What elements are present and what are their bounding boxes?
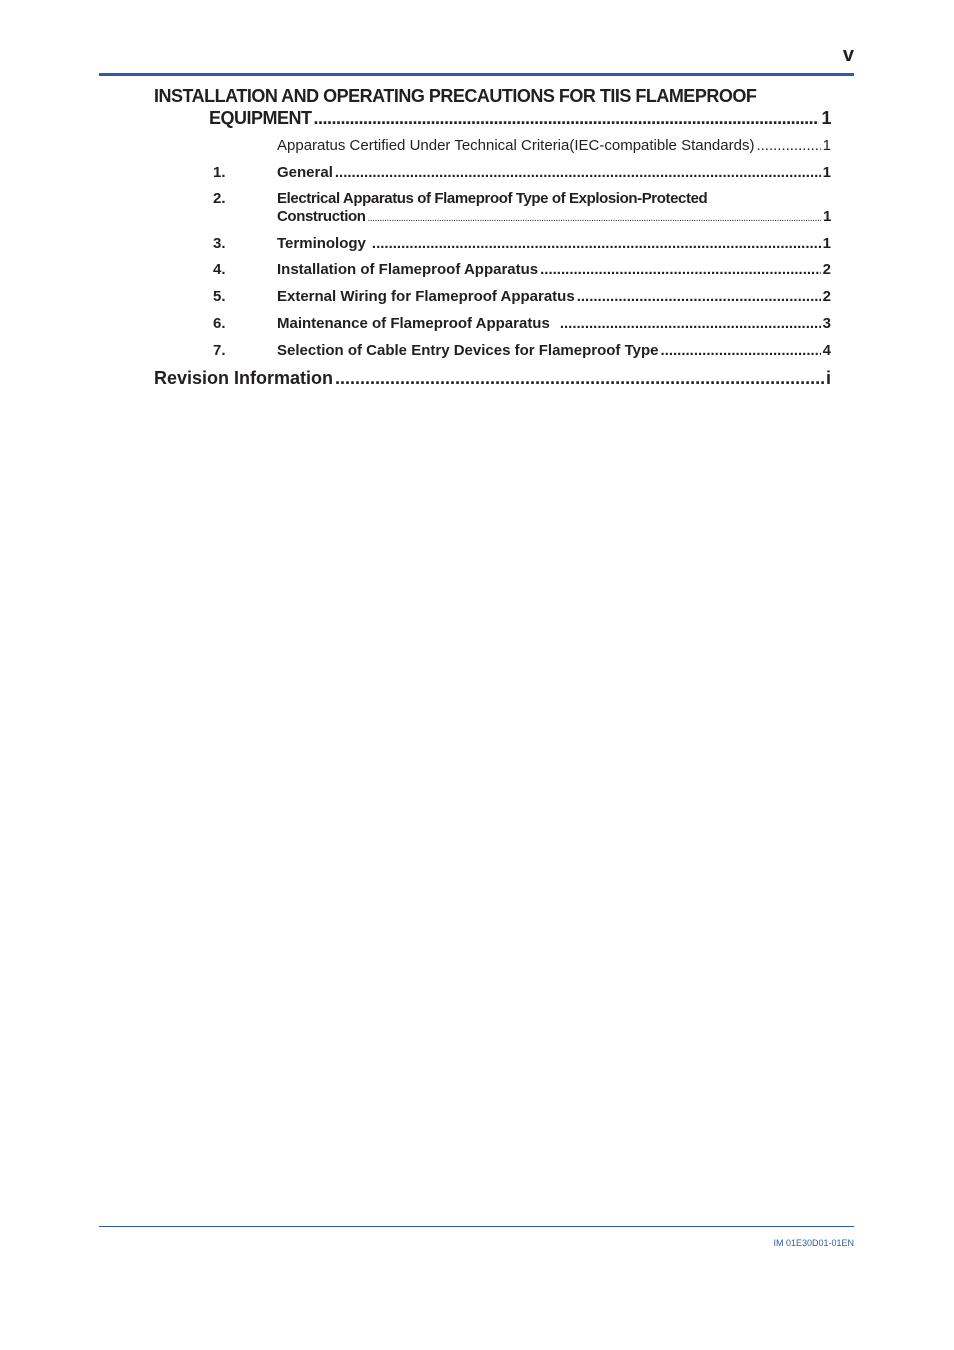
document-code: IM 01E30D01-01EN xyxy=(773,1238,854,1248)
toc-entry-title: Apparatus Certified Under Technical Criteria(IEC-compatible Standards) xyxy=(277,137,755,154)
toc-entry-terminology[interactable] xyxy=(277,235,831,252)
dot-leader xyxy=(660,342,820,359)
footer-rule xyxy=(99,1226,854,1227)
section-number: 2. xyxy=(213,190,226,207)
dot-leader xyxy=(314,108,820,129)
dot-leader xyxy=(368,213,822,224)
toc-entry-title: Maintenance of Flameproof Apparatus xyxy=(277,315,550,332)
dot-leader xyxy=(335,164,821,181)
toc-entry-external-wiring[interactable] xyxy=(277,288,831,305)
dot-leader xyxy=(577,288,821,305)
section-number: 6. xyxy=(213,315,226,332)
toc-entry-electrical-apparatus[interactable] xyxy=(277,208,831,225)
toc-entry-title-line2: Construction xyxy=(277,208,366,225)
toc-entry-page: i xyxy=(825,368,831,388)
toc-entry-title: Terminology xyxy=(277,235,366,252)
section-number: 1. xyxy=(213,164,226,181)
toc-entry-title: Installation of Flameproof Apparatus xyxy=(277,261,539,278)
toc-entry-page: 1 xyxy=(822,164,831,181)
toc-entry-title: Revision Information xyxy=(154,368,334,388)
toc-entry-installation[interactable] xyxy=(277,261,831,278)
section-number: 4. xyxy=(213,261,226,278)
page-number: v xyxy=(842,44,854,66)
toc-entry-page: 4 xyxy=(822,342,831,359)
toc-entry-page: 1 xyxy=(822,235,831,252)
toc-entry-page: 1 xyxy=(822,137,831,154)
dot-leader xyxy=(540,261,821,278)
chapter-entry[interactable] xyxy=(209,108,831,129)
section-number: 3. xyxy=(213,235,226,252)
toc-entry-intro[interactable] xyxy=(277,137,831,154)
dot-leader xyxy=(560,315,821,332)
toc-entry-general[interactable] xyxy=(277,164,831,181)
dot-leader xyxy=(756,137,820,154)
toc-entry-page: 1 xyxy=(823,208,831,225)
dot-leader xyxy=(372,235,821,252)
toc-entry-title: External Wiring for Flameproof Apparatus xyxy=(277,288,575,305)
toc-entry-page: 2 xyxy=(822,261,831,278)
section-number: 5. xyxy=(213,288,226,305)
section-number: 7. xyxy=(213,342,226,359)
chapter-title-line1[interactable]: INSTALLATION AND OPERATING PRECAUTIONS FOR TIIS FLAMEPROOF xyxy=(154,86,757,106)
toc-entry-title-line1[interactable]: Electrical Apparatus of Flameproof Type of Explosion-Protected xyxy=(277,190,708,207)
toc-entry-page: 2 xyxy=(822,288,831,305)
dot-leader xyxy=(335,368,824,389)
toc-entry-page: 3 xyxy=(822,315,831,332)
chapter-page: 1 xyxy=(821,108,831,128)
header-rule xyxy=(99,73,854,76)
toc-entry-maintenance[interactable] xyxy=(277,315,831,332)
toc-entry-cable-entry[interactable] xyxy=(277,342,831,359)
toc-entry-title: General xyxy=(277,164,333,181)
toc-entry-revision[interactable] xyxy=(154,368,831,389)
toc-entry-title: Selection of Cable Entry Devices for Flameproof Type xyxy=(277,342,659,359)
chapter-title-line2: EQUIPMENT xyxy=(209,108,312,128)
